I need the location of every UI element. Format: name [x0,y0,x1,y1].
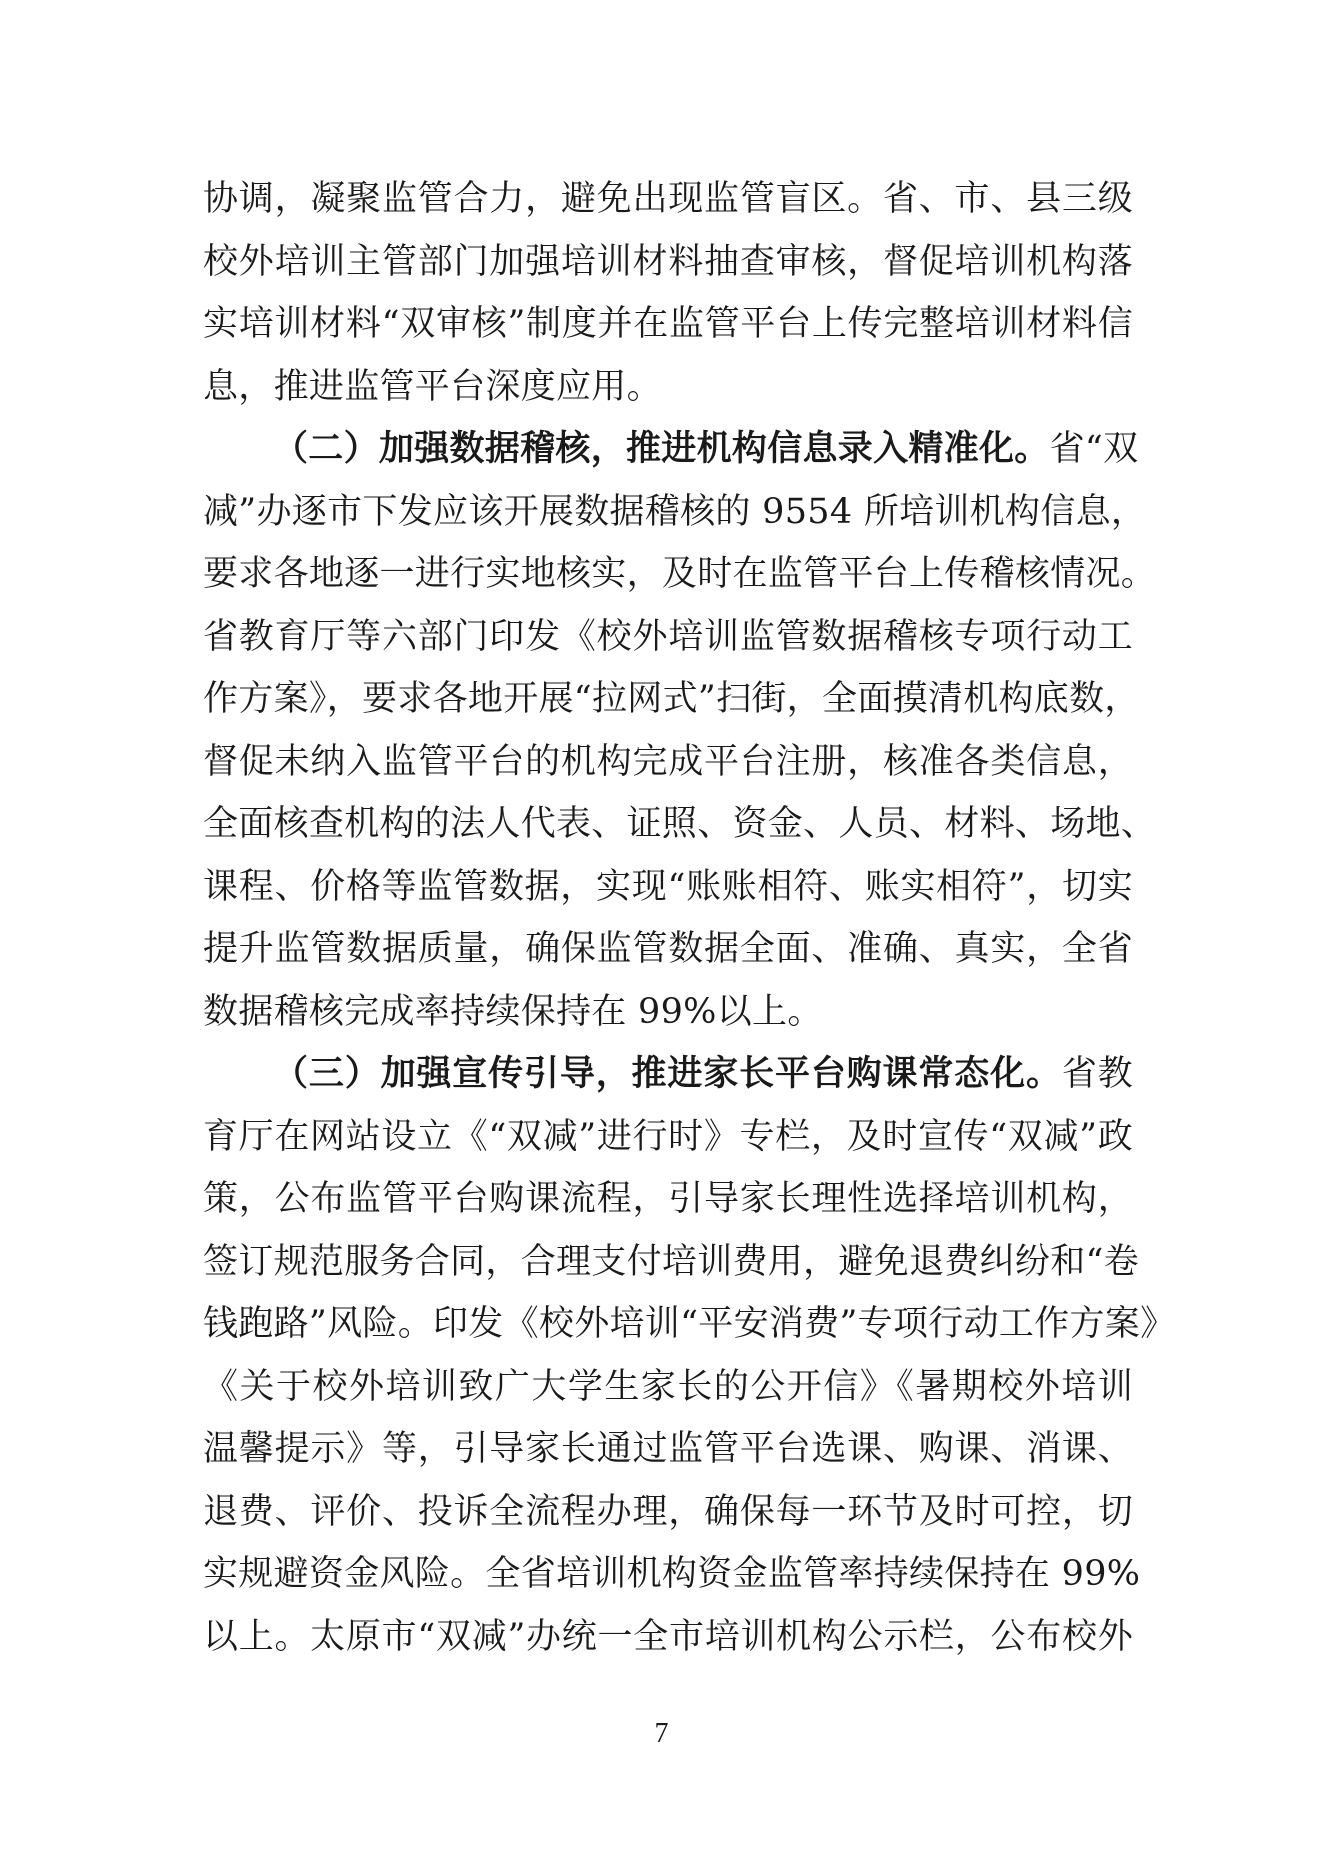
text-line: 温馨提示》等，引导家长通过监管平台选课、购课、消课、 [203,1429,1133,1469]
text-line: 要求各地逐一进行实地核实，及时在监管平台上传稽核情况。 [203,554,1157,594]
text-line: 策，公布监管平台购课流程，引导家长理性选择培训机构， [203,1179,1133,1219]
text-line: 实培训材料“双审核”制度并在监管平台上传完整培训材料信 [203,304,1133,344]
section-heading-line: （三）加强宣传引导，推进家长平台购课常态化。省教 [273,1053,1133,1094]
text-line: 以上。太原市“双减”办统一全市培训机构公示栏，公布校外 [203,1616,1133,1657]
page-number: 7 [654,1718,669,1749]
text-line: 实规避资金风险。全省培训机构资金监管率持续保持在 99% [203,1554,1141,1594]
text-line: 育厅在网站设立《“双减”进行时》专栏，及时宣传“双减”政 [203,1116,1133,1157]
text-line: 提升监管数据质量，确保监管数据全面、准确、真实，全省 [203,929,1133,969]
body-text [203,168,1176,1668]
text-line: 《关于校外培训致广大学生家长的公开信》《暑期校外培训 [203,1366,1133,1407]
text-line: 省教育厅等六部门印发《校外培训监管数据稽核专项行动工 [203,616,1133,657]
text-line: 督促未纳入监管平台的机构完成平台注册，核准各类信息， [203,741,1133,782]
text-line: 作方案》，要求各地开展“拉网式”扫街，全面摸清机构底数， [203,679,1140,719]
text-line: 退费、评价、投诉全流程办理，确保每一环节及时可控，切 [203,1491,1133,1532]
section-heading: （二）加强数据稽核，推进机构信息录入精准化。 [273,428,1050,469]
text-line: 签订规范服务合同，合理支付培训费用，避免退费纠纷和“卷 [203,1241,1139,1282]
text-line: 校外培训主管部门加强培训材料抽查审核，督促培训机构落 [203,241,1133,282]
section-heading-line: （二）加强数据稽核，推进机构信息录入精准化。省“双 [273,428,1139,469]
text-line: 息，推进监管平台深度应用。 [203,366,662,407]
text-line: 课程、价格等监管数据，实现“账账相符、账实相符”，切实 [203,866,1133,907]
text-line: 钱跑路”风险。印发《校外培训“平安消费”专项行动工作方案》 [203,1304,1176,1344]
text-line: 协调，凝聚监管合力，避免出现监管盲区。省、市、县三级 [203,179,1133,219]
text-line: 减”办逐市下发应该开展数据稽核的 9554 所培训机构信息， [203,491,1147,532]
text-line: 全面核查机构的法人代表、证照、资金、人员、材料、场地、 [203,804,1157,844]
text-line: 数据稽核完成率持续保持在 99%以上。 [203,991,823,1032]
section-heading: （三）加强宣传引导，推进家长平台购课常态化。 [273,1053,1062,1094]
